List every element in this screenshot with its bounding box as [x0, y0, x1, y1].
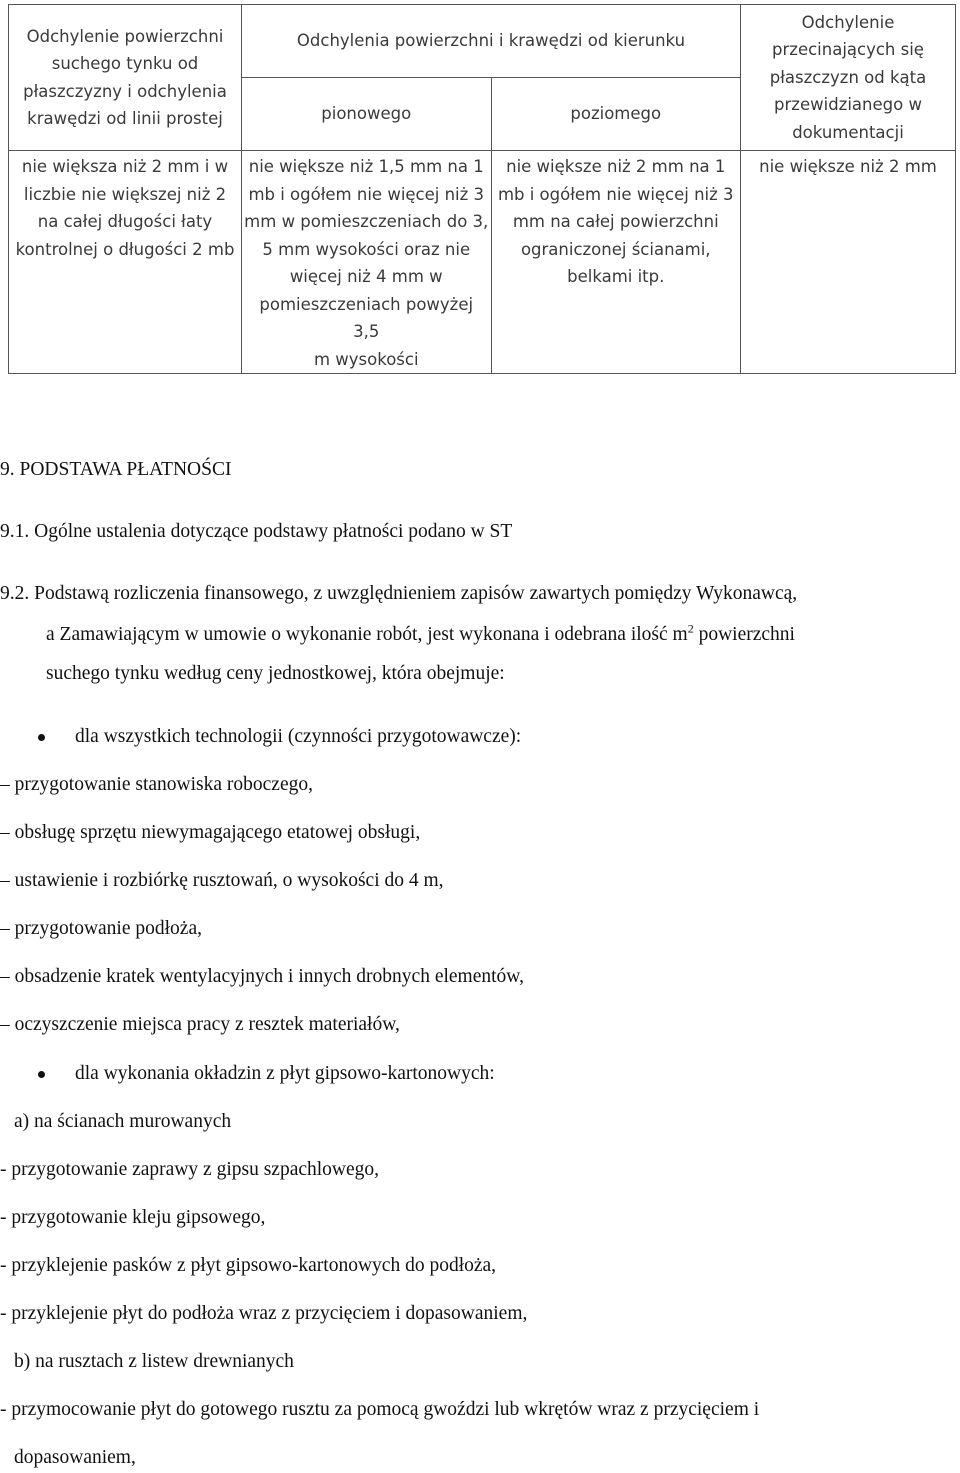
list-item: – ustawienie i rozbiórkę rusztowań, o wysokości do 4 m,	[0, 870, 444, 891]
col1-header: Odchylenie powierzchni suchego tynku od płaszczyzny i odchylenia krawędzi od linii prostej	[9, 5, 242, 151]
list-item: – oczyszczenie miejsca pracy z resztek materiałów,	[0, 1014, 400, 1035]
paragraph-9-2-line1: 9.2. Podstawą rozliczenia finansowego, z uwzględnieniem zapisów zawartych pomiędzy Wykonawcą,	[0, 583, 798, 604]
paragraph-9-2-line3: suchego tynku według ceny jednostkowej, która obejmuje:	[46, 663, 505, 684]
table-row	[9, 151, 956, 374]
list-item-continuation: dopasowaniem,	[14, 1447, 136, 1468]
list-item: – obsadzenie kratek wentylacyjnych i innych drobnych elementów,	[0, 966, 524, 987]
paragraph-9-1: 9.1. Ogólne ustalenia dotyczące podstawy płatności podano w ST	[0, 521, 513, 542]
list-item: – przygotowanie stanowiska roboczego,	[0, 774, 313, 795]
list-item: - przyklejenie pasków z płyt gipsowo-kartonowych do podłoża,	[0, 1255, 497, 1276]
paragraph-9-2-line2: a Zamawiającym w umowie o wykonanie robót, jest wykonana i odebrana ilość $m^2$ powierzchni	[46, 621, 795, 645]
bullet-dot-icon	[38, 1071, 45, 1078]
col3-header: poziomego	[491, 78, 741, 151]
col4-header: Odchylenie przecinających się płaszczyzn od kąta przewidzianego w dokumentacji	[741, 5, 956, 151]
subsection-b: b) na rusztach z listew drewnianych	[14, 1351, 294, 1372]
col2-body: nie większe niż 1,5 mm na 1 mb i ogółem nie więcej niż 3 mm w pomieszczeniach do 3, 5 mm wysokości oraz nie więcej niż 4 mm w pomieszczeniach powyżej 3,5 m wysokości	[242, 151, 492, 374]
list-item: - przygotowanie zaprawy z gipsu szpachlowego,	[0, 1159, 380, 1180]
list-item: - przygotowanie kleju gipsowego,	[0, 1207, 266, 1228]
section-title: 9. PODSTAWA PŁATNOŚCI	[0, 459, 232, 480]
list-item: - przyklejenie płyt do podłoża wraz z przycięciem i dopasowaniem,	[0, 1303, 528, 1324]
col3-body: nie większe niż 2 mm na 1 mb i ogółem nie więcej niż 3 mm na całej powierzchni ograniczonej ścianami, belkami itp.	[491, 151, 741, 374]
subsection-a: a) na ścianach murowanych	[14, 1111, 232, 1132]
bullet-dot-icon	[38, 734, 45, 741]
tolerance-table	[8, 4, 956, 374]
col1-body: nie większa niż 2 mm i w liczbie nie większej niż 2 na całej długości łaty kontrolnej o długości 2 mb	[9, 151, 242, 374]
list-item: – obsługę sprzętu niewymagającego etatowej obsługi,	[0, 822, 421, 843]
group-header: Odchylenia powierzchni i krawędzi od kierunku	[242, 5, 741, 78]
bullet-item: dla wszystkich technologii (czynności przygotowawcze):	[75, 726, 522, 747]
list-item: – przygotowanie podłoża,	[0, 918, 202, 939]
col4-body: nie większe niż 2 mm	[741, 151, 956, 374]
list-item: - przymocowanie płyt do gotowego rusztu za pomocą gwoździ lub wkrętów wraz z przycięciem i	[0, 1399, 760, 1420]
bullet-item: dla wykonania okładzin z płyt gipsowo-kartonowych:	[75, 1063, 495, 1084]
col2-header: pionowego	[242, 78, 492, 151]
